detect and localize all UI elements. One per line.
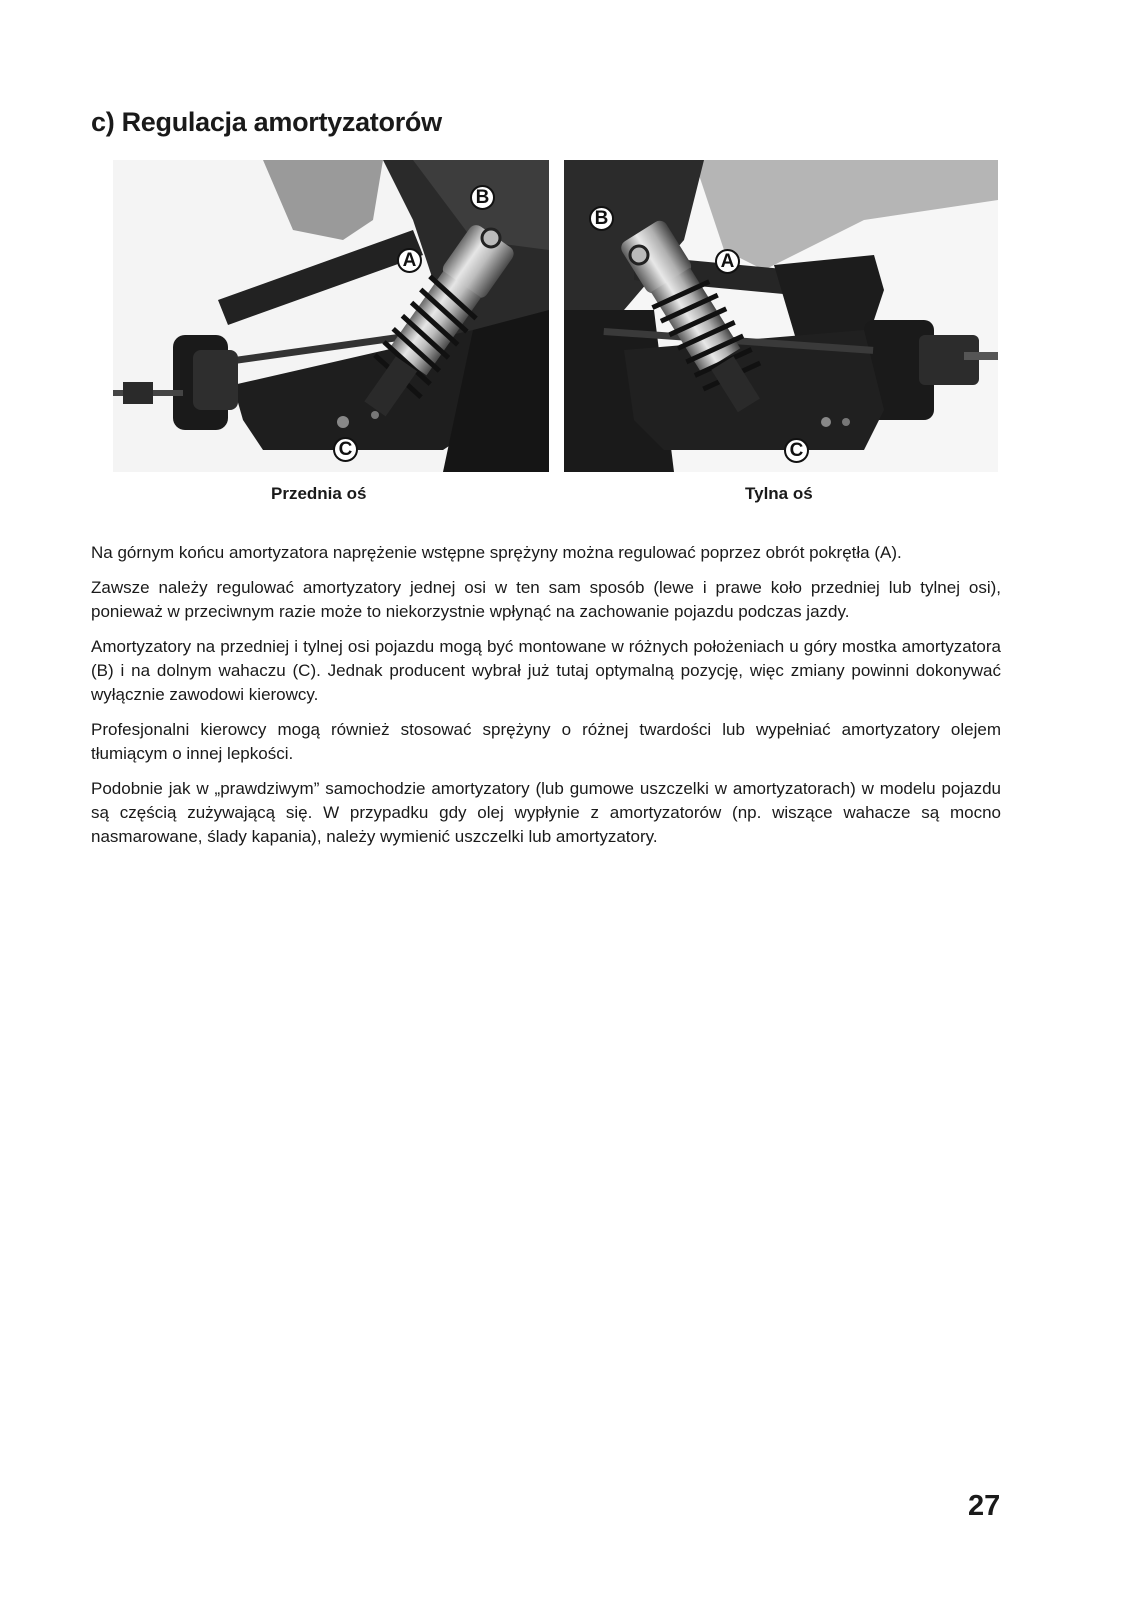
paragraph-2: Zawsze należy regulować amortyzatory jednej osi w ten sam sposób (lewe i prawe koło przedniej lub tylnej osi), ponieważ w przeciwnym razie może to niekorzystnie wpłynąć na zachowanie pojazdu podczas jazdy.: [91, 578, 1001, 621]
paragraph-5: Podobnie jak w „prawdziwym” samochodzie amortyzatory (lub gumowe uszczelki w amortyzatorach) w modelu pojazdu są częścią zużywającą się. W przypadku gdy olej wypłynie z amortyzatorów (np. wiszące wahacze są mocno nasmarowane, ślady kapania), należy wymienić uszczelki lub amortyzatory.: [91, 779, 1001, 846]
rear-axle-illustration: [564, 160, 998, 472]
front-axle-caption: Przednia oś: [271, 484, 367, 503]
paragraph-4: Profesjonalni kierowcy mogą również stosować sprężyny o różnej twardości lub wypełniać amortyzatory olejem tłumiącym o innej lepkości.: [91, 720, 1001, 763]
callout-rear-c: C: [784, 438, 809, 463]
callout-rear-a: A: [715, 249, 740, 274]
callout-front-b: B: [470, 185, 495, 210]
paragraph-3: Amortyzatory na przedniej i tylnej osi pojazdu mogą być montowane w różnych położeniach u góry mostka amortyzatora (B) i na dolnym wahaczu (C). Jednak producent wybrał już tutaj optymalną pozycję, więc zmiany powinni dokonywać wyłącznie zawodowi kierowcy.: [91, 637, 1001, 704]
section-title: c) Regulacja amortyzatorów: [91, 107, 442, 137]
page-number: 27: [968, 1490, 1001, 1522]
body-text: [91, 541, 1001, 860]
rear-axle-caption: Tylna oś: [745, 484, 813, 503]
rear-axle-photo: [564, 160, 998, 472]
callout-rear-b: B: [589, 206, 614, 231]
callout-front-a: A: [397, 248, 422, 273]
paragraph-1: Na górnym końcu amortyzatora naprężenie wstępne sprężyny można regulować poprzez obrót pokrętła (A).: [91, 543, 902, 562]
callout-front-c: C: [333, 437, 358, 462]
